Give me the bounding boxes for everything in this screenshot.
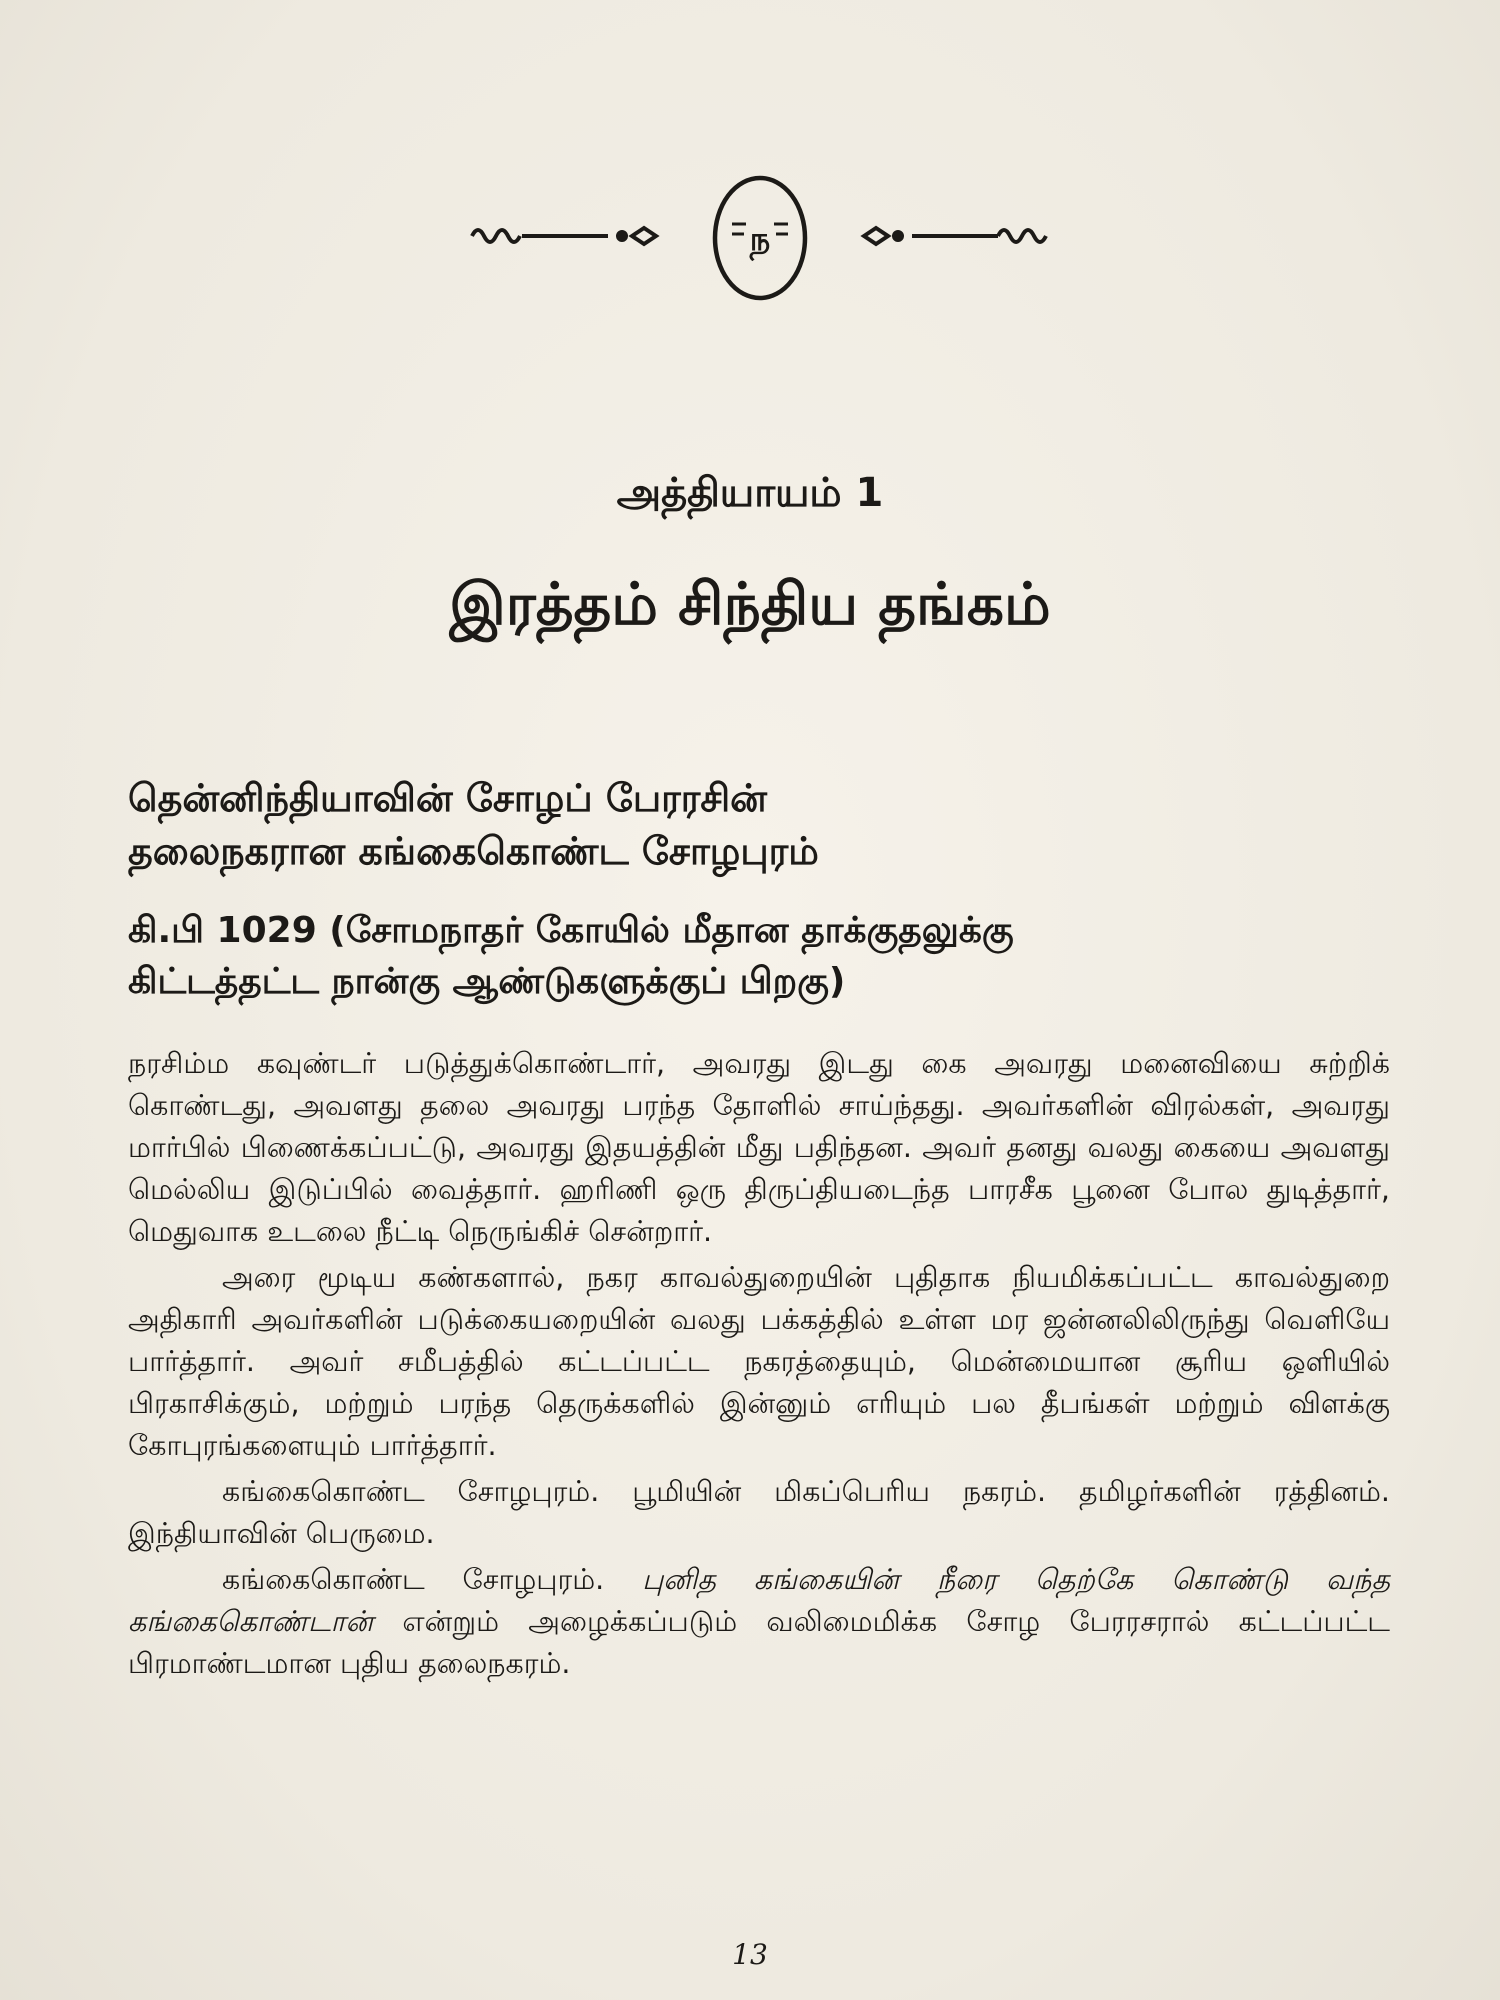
paragraph-4-start: கங்கைகொண்ட சோழபுரம். — [222, 1563, 643, 1596]
page-number: 13 — [732, 1938, 768, 1971]
chapter-label: அத்தியாயம் 1 — [616, 470, 884, 516]
ornament-left-flourish — [472, 228, 656, 244]
chapter-ornament — [460, 168, 1060, 308]
paragraph-4-italic: புனித கங்கையின் நீரை தெற்கே கொண்டு வந்த கங்கைகொண்டான் — [128, 1563, 1391, 1638]
chapter-title: இரத்தம் சிந்திய தங்கம் — [449, 570, 1051, 638]
chapter-body — [128, 1043, 1390, 1685]
location-line-1: தென்னிந்தியாவின் சோழப் பேரரசின் — [128, 776, 767, 820]
paragraph-3: கங்கைகொண்ட சோழபுரம். பூமியின் மிகப்பெரிய நகரம். தமிழர்களின் ரத்தினம். இந்தியாவின் பெருமை. — [128, 1475, 1390, 1550]
location-line-2: தலைநகரான கங்கைகொண்ட சோழபுரம் — [128, 829, 819, 873]
setting-location — [128, 772, 1368, 878]
date-line-2: கிட்டத்தட்ட நான்கு ஆண்டுகளுக்குப் பிறகு) — [128, 961, 846, 1002]
paragraph-1: நரசிம்ம கவுண்டர் படுத்துக்கொண்டார், அவரது இடது கை அவரது மனைவியை சுற்றிக் கொண்டது, அவளது தலை அவரது பரந்த தோளில் சாய்ந்தது. அவர்களின் விரல்கள், அவரது மார்பில் பிணைக்கப்பட்டு, அவரது இதயத்தின் மீது பதிந்தன. அவர் தனது வலது கையை அவளது மெல்லிய இடுப்பில் வைத்தார். ஹரிணி ஒரு திருப்தியடைந்த பாரசீக பூனை போல துடித்தார், மெதுவாக உடலை நீட்டி நெருங்கிச் சென்றார். — [128, 1047, 1390, 1248]
ornament-right-flourish — [864, 228, 1046, 244]
date-line-1: கி.பி 1029 (சோமநாதர் கோயில் மீதான தாக்குதலுக்கு — [128, 910, 1014, 951]
setting-date — [128, 905, 1408, 1007]
paragraph-2: அரை மூடிய கண்களால், நகர காவல்துறையின் புதிதாக நியமிக்கப்பட்ட காவல்துறை அதிகாரி அவர்களின் படுக்கையறையின் வலது பக்கத்தில் உள்ள மர ஜன்னலிலிருந்து வெளியே பார்த்தார். அவர் சமீபத்தில் கட்டப்பட்ட நகரத்தையும், மென்மையான சூரிய ஒளியில் பிரகாசிக்கும், மற்றும் பரந்த தெருக்களில் இன்னும் எரியும் பல தீபங்கள் மற்றும் விளக்கு கோபுரங்களையும் பார்த்தார். — [128, 1261, 1390, 1462]
ornament-medallion — [715, 178, 805, 298]
paragraph-4 — [128, 1559, 1390, 1685]
svg-text:ந: ந — [749, 220, 771, 258]
paragraph-4-end: என்றும் அழைக்கப்படும் வலிமைமிக்க சோழ பேரரசரால் கட்டப்பட்ட பிரமாண்டமான புதிய தலைநகரம். — [128, 1605, 1390, 1680]
